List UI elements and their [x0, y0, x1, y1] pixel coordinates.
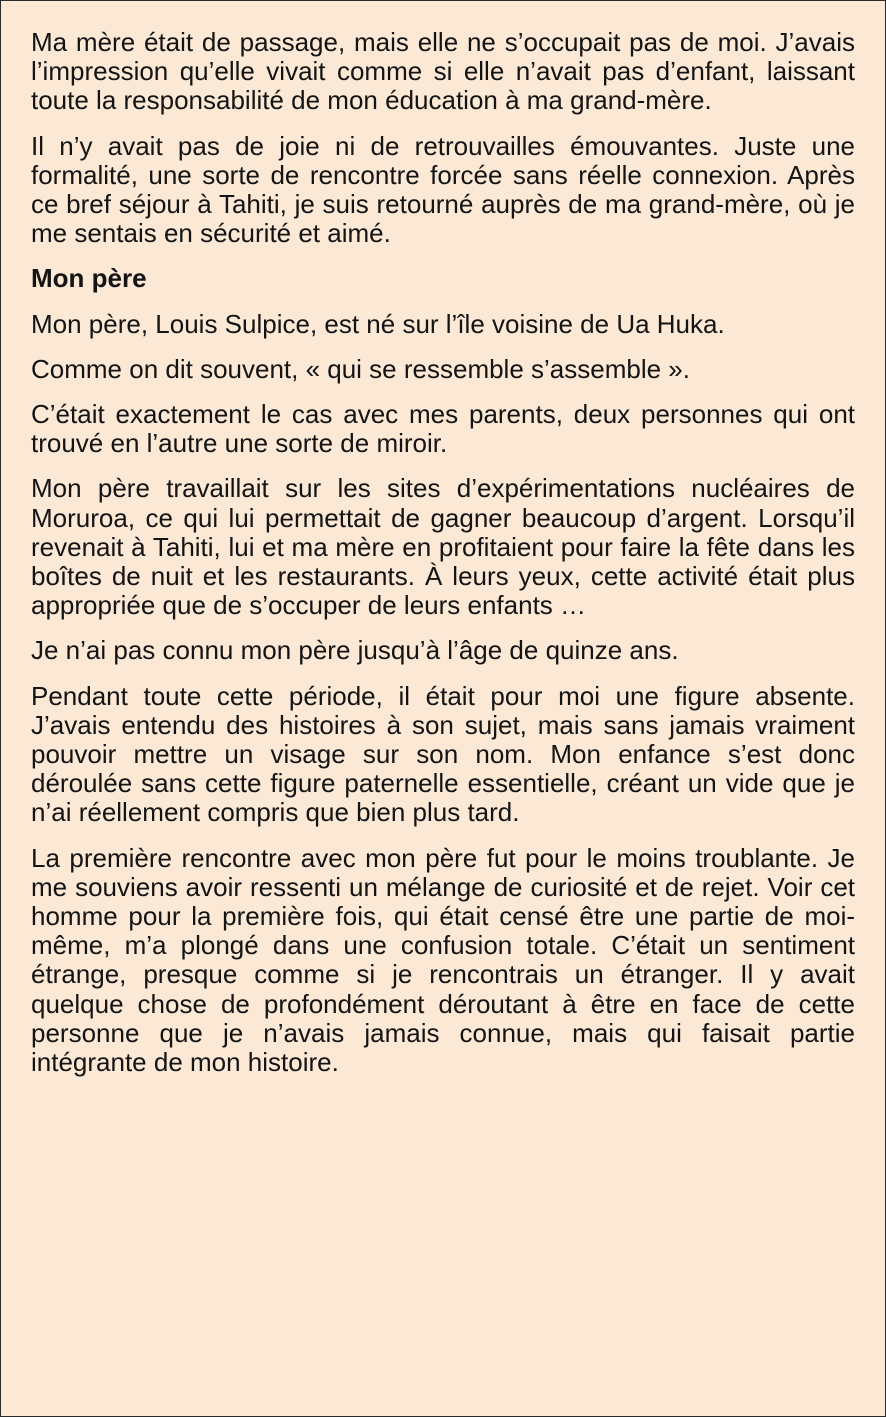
- paragraph-age-fifteen: Je n’ai pas connu mon père jusqu’à l’âge de quinze ans.: [31, 635, 679, 666]
- paragraph-moruroa: Mon père travaillait sur les sites d’expérimentations nucléaires de Moruroa, ce qui lui permettait de gagner beaucoup d’argent. Lorsqu’il revenait à Tahiti, lui et ma mère en profitaient pour faire la fête dans les boîtes de nuit et les restaurants. À leurs yeux, cette activité était plus appropriée que de s’occuper de leurs enfants …: [31, 473, 855, 621]
- paragraph-no-joy: Il n’y avait pas de joie ni de retrouvailles émouvantes. Juste une formalité, une sorte de rencontre forcée sans réelle connexion. Après ce bref séjour à Tahiti, je suis retourné auprès de ma grand-mère, où je me sentais en sécurité et aimé.: [31, 130, 855, 249]
- paragraph-first-meeting: La première rencontre avec mon père fut pour le moins troublante. Je me souviens avoir ressenti un mélange de curiosité et de rejet. Voir cet homme pour la première fois, qui était censé être une partie de moi-même, m’a plongé dans une confusion totale. C’était un sentiment étrange, presque comme si je rencontrais un étranger. Il y avait quelque chose de profondément déroutant à être en face de cette personne que je n’avais jamais connue, mais qui faisait partie intégrante de mon histoire.: [31, 842, 855, 1078]
- document-body: [31, 28, 855, 1093]
- section-heading: Mon père: [31, 263, 147, 294]
- paragraph-father-birth: Mon père, Louis Sulpice, est né sur l’île voisine de Ua Huka.: [31, 308, 725, 339]
- paragraph-mirror: C’était exactement le cas avec mes parents, deux personnes qui ont trouvé en l’autre une sorte de miroir.: [31, 399, 855, 459]
- paragraph-proverb: Comme on dit souvent, « qui se ressemble s’assemble ».: [31, 353, 690, 384]
- paragraph-mother-passing: Ma mère était de passage, mais elle ne s’occupait pas de moi. J’avais l’impression qu’elle vivait comme si elle n’avait pas d’enfant, laissant toute la responsabilité de mon éducation à ma grand-mère.: [31, 27, 855, 116]
- paragraph-absent-figure: Pendant toute cette période, il était pour moi une figure absente. J’avais entendu des histoires à son sujet, mais sans jamais vraiment pouvoir mettre un visage sur son nom. Mon enfance s’est donc déroulée sans cette figure paternelle essentielle, créant un vide que je n’ai réellement compris que bien plus tard.: [31, 680, 855, 828]
